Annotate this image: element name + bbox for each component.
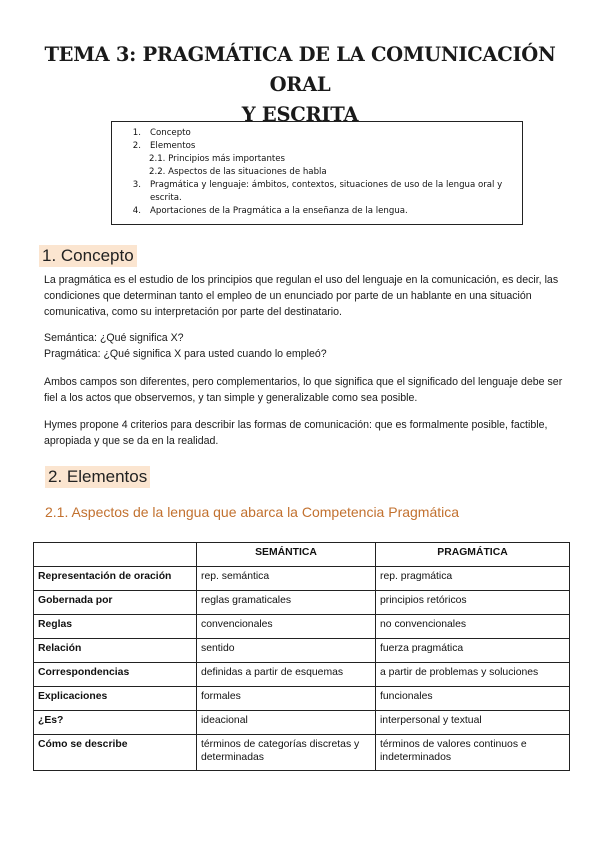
comparison-table — [33, 542, 570, 771]
table-cell: rep. pragmática — [376, 567, 570, 591]
table-cell: no convencionales — [376, 615, 570, 639]
title-line-2: Y ESCRITA — [241, 103, 359, 126]
table-cell: principios retóricos — [376, 591, 570, 615]
table-row — [34, 615, 570, 639]
toc-subitem: 2.1. Principios más importantes — [149, 154, 286, 164]
table-header-cell — [34, 543, 197, 567]
table-cell: definidas a partir de esquemas — [197, 663, 376, 687]
table-cell: fuerza pragmática — [376, 639, 570, 663]
table-of-contents — [111, 121, 523, 225]
subsection-heading: 2.1. Aspectos de la lengua que abarca la Competencia Pragmática — [45, 504, 460, 520]
table-row — [34, 639, 570, 663]
table-cell: sentido — [197, 639, 376, 663]
table-header-row — [34, 543, 570, 567]
row-label: Relación — [34, 639, 197, 663]
row-label: Reglas — [34, 615, 197, 639]
page-title — [30, 40, 570, 130]
paragraph-definitions-pair: Semántica: ¿Qué significa X? Pragmática: ¿Qué significa X para usted cuando lo empleó? — [44, 332, 327, 360]
paragraph-definition: La pragmática es el estudio de los principios que regulan el uso del lenguaje en la comunicación, es decir, las condiciones que determinan tanto el empleo de un enunciado por parte de un hablante en una situación comunicativa, como su interpretación por parte del destinatario. — [44, 274, 559, 318]
table-cell: términos de valores continuos e indeterminados — [376, 735, 570, 771]
table-cell: a partir de problemas y soluciones — [376, 663, 570, 687]
table-cell: interpersonal y textual — [376, 711, 570, 735]
section-heading-concepto: 1. Concepto — [39, 245, 137, 267]
table-cell: convencionales — [197, 615, 376, 639]
title-line-1: TEMA 3: PRAGMÁTICA DE LA COMUNICACIÓN ORAL — [44, 43, 556, 96]
row-label: Correspondencias — [34, 663, 197, 687]
table-row — [34, 567, 570, 591]
table-cell: funcionales — [376, 687, 570, 711]
table-row — [34, 663, 570, 687]
table-row — [34, 591, 570, 615]
row-label: ¿Es? — [34, 711, 197, 735]
table-cell: rep. semántica — [197, 567, 376, 591]
toc-item: 3. Pragmática y lenguaje: ámbitos, contextos, situaciones de uso de la lengua oral y escrita. — [132, 180, 503, 203]
row-label: Gobernada por — [34, 591, 197, 615]
toc-item: 2. Elementos — [132, 141, 196, 151]
table-row — [34, 711, 570, 735]
paragraph-comparison: Ambos campos son diferentes, pero complementarios, lo que significa que el significado del lenguaje debe ser fiel a los actos que observemos, y tan simple y generalizable como sea posible. — [44, 376, 563, 404]
row-label: Explicaciones — [34, 687, 197, 711]
toc-subitem: 2.2. Aspectos de las situaciones de habla — [149, 167, 327, 177]
section-heading-elementos: 2. Elementos — [45, 466, 150, 488]
table-cell: formales — [197, 687, 376, 711]
table-row — [34, 687, 570, 711]
paragraph-hymes: Hymes propone 4 criterios para describir las formas de comunicación: que es formalmente posible, factible, apropiada y que se da en la realidad. — [44, 419, 548, 447]
table-cell: ideacional — [197, 711, 376, 735]
table-cell: reglas gramaticales — [197, 591, 376, 615]
table-header-cell: PRAGMÁTICA — [376, 543, 570, 567]
table-cell: términos de categorías discretas y determinadas — [197, 735, 376, 771]
toc-item: 1. Concepto — [132, 128, 191, 138]
toc-item: 4. Aportaciones de la Pragmática a la enseñanza de la lengua. — [132, 206, 408, 216]
table-row — [34, 735, 570, 771]
table-header-cell: SEMÁNTICA — [197, 543, 376, 567]
row-label: Representación de oración — [34, 567, 197, 591]
row-label: Cómo se describe — [34, 735, 197, 771]
